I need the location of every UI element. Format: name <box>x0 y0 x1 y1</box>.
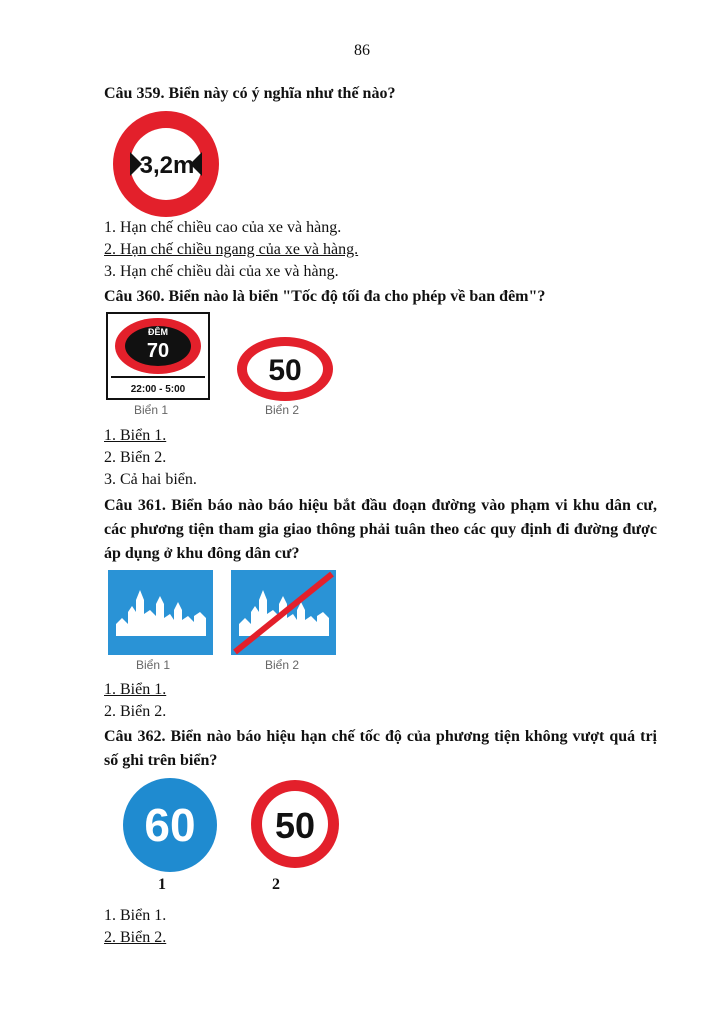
night-speed-sign <box>106 312 210 400</box>
width-limit-sign <box>112 110 220 218</box>
max-speed-50-sign <box>250 778 340 870</box>
night-sign-speed: 70 <box>146 340 170 362</box>
width-limit-sign-text: 3,2m <box>139 152 195 179</box>
red-sign-speed: 50 <box>274 805 316 846</box>
q360-caption-1: Biển 1 <box>134 403 169 417</box>
q359-option-1[interactable]: 1. Hạn chế chiều cao của xe và hàng. <box>104 219 342 236</box>
page-number: 86 <box>354 42 370 59</box>
q359-option-3[interactable]: 3. Hạn chế chiều dài của xe và hàng. <box>104 263 339 280</box>
q360-option-1[interactable]: 1. Biển 1. <box>104 427 167 444</box>
q360-option-2[interactable]: 2. Biển 2. <box>104 449 167 466</box>
night-sign-time: 22:00 - 5:00 <box>130 384 186 395</box>
q362-option-2[interactable]: 2. Biển 2. <box>104 929 167 946</box>
q362-label-2: 2 <box>272 876 280 893</box>
question-361-title: Câu 361. Biển báo nào báo hiệu bắt đầu đoạn đường vào phạm vi khu dân cư, các phương tiện tham gia giao thông phải tuân theo các quy định đi đường được áp dụng ở khu đông dân cư? <box>104 497 657 562</box>
q361-option-2[interactable]: 2. Biển 2. <box>104 703 167 720</box>
question-359-title: Câu 359. Biển này có ý nghĩa như thế nào? <box>104 85 396 102</box>
speed-50-oval-sign <box>236 336 334 402</box>
q359-option-2[interactable]: 2. Hạn chế chiều ngang của xe và hàng. <box>104 241 359 258</box>
min-speed-60-sign <box>122 777 218 873</box>
q361-option-1[interactable]: 1. Biển 1. <box>104 681 167 698</box>
oval-sign-speed: 50 <box>268 354 302 387</box>
q360-option-3[interactable]: 3. Cả hai biển. <box>104 471 197 488</box>
residential-area-end-sign <box>231 570 336 655</box>
blue-sign-speed: 60 <box>144 799 196 851</box>
night-sign-top-text: ĐÊM <box>148 327 168 337</box>
residential-area-start-sign <box>108 570 213 655</box>
q361-caption-2: Biển 2 <box>265 658 300 672</box>
question-360-title: Câu 360. Biển nào là biển "Tốc độ tối đa cho phép về ban đêm"? <box>104 288 546 305</box>
q360-caption-2: Biển 2 <box>265 403 300 417</box>
q361-caption-1: Biển 1 <box>136 658 171 672</box>
question-362-title: Câu 362. Biển nào báo hiệu hạn chế tốc độ của phương tiện không vượt quá trị số ghi trên biển? <box>104 728 657 769</box>
q362-option-1[interactable]: 1. Biển 1. <box>104 907 167 924</box>
q362-label-1: 1 <box>158 876 166 893</box>
